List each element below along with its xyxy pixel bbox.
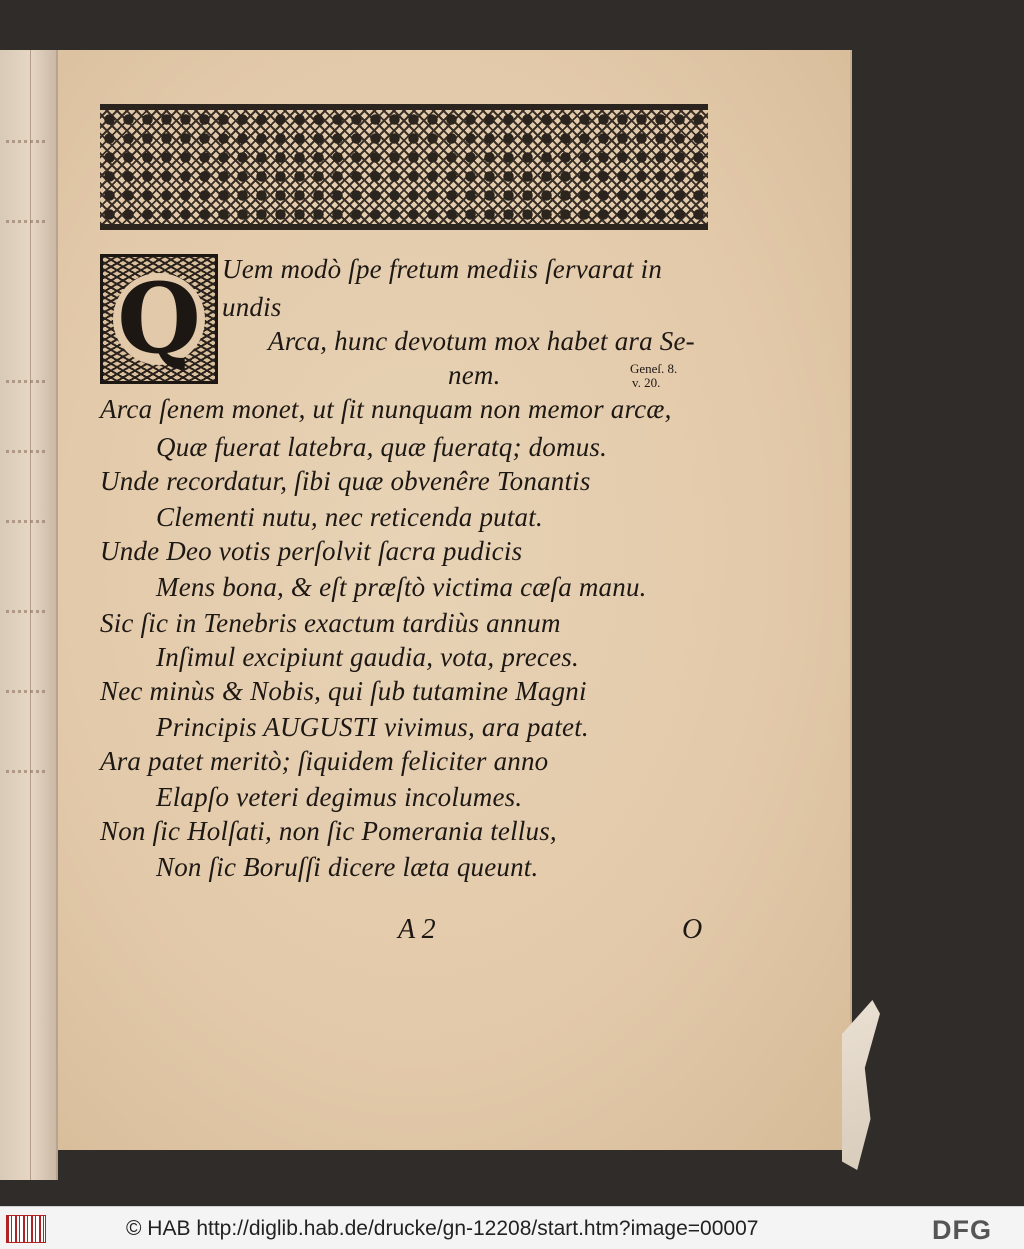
- text-fragment: [6, 220, 46, 223]
- poem-line: Clementi nutu, nec reticenda putat.: [156, 502, 543, 532]
- text-fragment: [6, 380, 46, 383]
- text-fragment: [6, 610, 46, 613]
- text-fragment: [6, 520, 46, 523]
- footer-bar: [0, 1206, 1024, 1249]
- initial-letter: Q: [113, 273, 205, 365]
- poem-line: Inſimul excipiunt gaudia, vota, preces.: [156, 642, 579, 672]
- text-fragment: [6, 770, 46, 773]
- poem-line: Uem modò ſpe fretum mediis ſervarat in: [222, 254, 663, 284]
- poem-line: Arca ſenem monet, ut ſit nunquam non memor arcæ,: [100, 394, 672, 424]
- poem-line: undis: [222, 292, 282, 322]
- poem-line: Sic ſic in Tenebris exactum tardiùs annum: [100, 608, 561, 638]
- poem-line: Unde recordatur, ſibi quæ obvenêre Tonantis: [100, 466, 591, 496]
- poem-line: Ara patet meritò; ſiquidem feliciter anno: [100, 746, 549, 776]
- marginal-note: v. 20.: [632, 375, 661, 390]
- source-credit-link[interactable]: © HAB http://diglib.hab.de/drucke/gn-12208/start.htm?image=00007: [126, 1217, 759, 1240]
- poem-line: Unde Deo votis perſolvit ſacra pudicis: [100, 536, 523, 566]
- poem-line: nem.: [448, 360, 501, 390]
- text-fragment: [6, 690, 46, 693]
- poem-line: Non ſic Holſati, non ſic Pomerania tellus,: [100, 816, 557, 846]
- text-fragment: [6, 140, 46, 143]
- poem-line: Elapſo veteri degimus incolumes.: [156, 782, 523, 812]
- decorated-initial: [100, 254, 218, 384]
- poem-line: Quæ fuerat latebra, quæ fueratq; domus.: [156, 432, 608, 462]
- signature-mark: A 2: [398, 914, 436, 945]
- text-fragment: [6, 450, 46, 453]
- catchword: O: [682, 914, 703, 945]
- poem-line: Non ſic Boruſſi dicere læta queunt.: [156, 852, 539, 882]
- marginal-note: Geneſ. 8.: [630, 361, 678, 376]
- poem-line: Mens bona, & eſt præſtò victima cæſa manu.: [156, 572, 647, 602]
- poem-line: Nec minùs & Nobis, qui ſub tutamine Magni: [100, 676, 587, 706]
- hab-logo-icon: [6, 1215, 46, 1243]
- poem-line: Arca, hunc devotum mox habet ara Se-: [268, 326, 695, 356]
- dfg-logo: DFG: [932, 1215, 992, 1245]
- poem-line: Principis AUGUSTI vivimus, ara patet.: [156, 712, 589, 742]
- adjacent-page-fragment: [0, 50, 58, 1180]
- decorative-headpiece: [100, 104, 708, 230]
